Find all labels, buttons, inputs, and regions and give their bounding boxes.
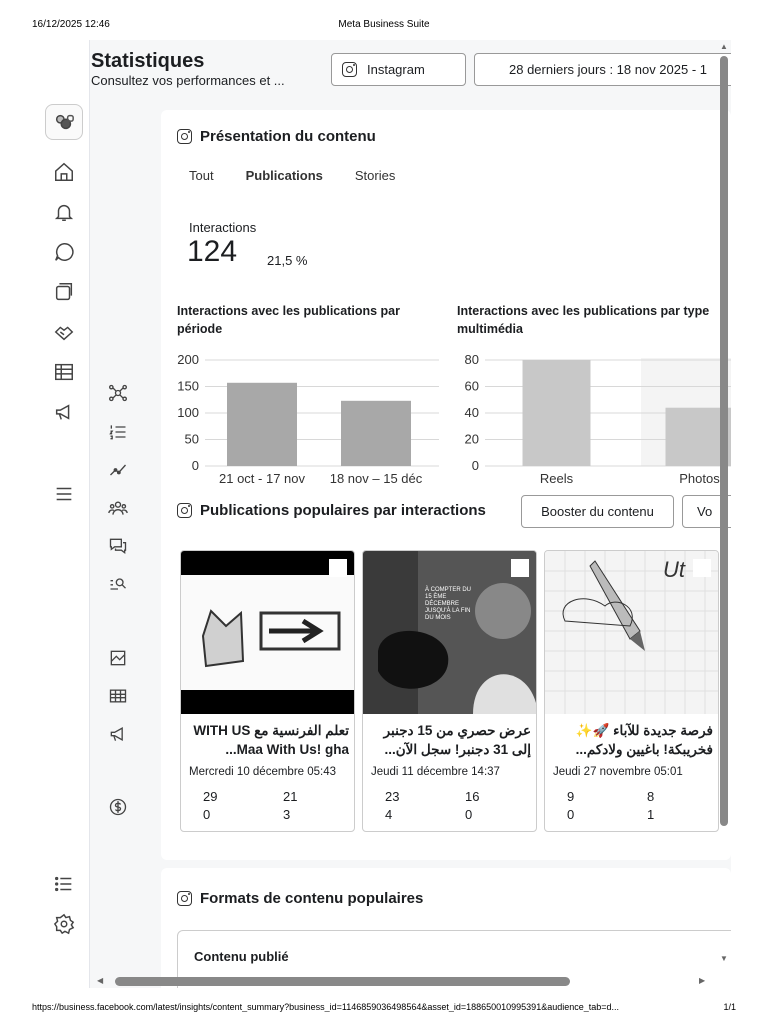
post-thumb-text: À COMPTER DU 15 ÈME DÉCEMBRE JUSQU'À LA FIN DU MOIS xyxy=(425,587,472,621)
platform-select-button[interactable] xyxy=(331,53,466,86)
print-datetime: 16/12/2025 12:46 xyxy=(32,19,110,30)
post-metric: 0 xyxy=(567,807,575,822)
list-icon[interactable] xyxy=(50,870,78,898)
insights-subnav xyxy=(91,40,145,988)
kpi-change: 21,5 % xyxy=(267,253,308,268)
chart-period-title: Interactions avec les publications par période xyxy=(177,304,400,336)
tab-stories[interactable]: Stories xyxy=(354,168,396,183)
post-caption: فرصة جديدة للآباء 🚀✨ فخريبكة! باغيين ولادكم... xyxy=(575,723,713,757)
instagram-icon xyxy=(177,129,192,144)
bell-icon[interactable] xyxy=(50,198,78,226)
page-title: Statistiques xyxy=(91,50,205,72)
handshake-icon[interactable] xyxy=(50,318,78,346)
x-tick-label: 21 oct - 17 nov xyxy=(219,471,305,486)
tab-publications[interactable]: Publications xyxy=(245,168,323,183)
post-date: Mercredi 10 décembre 05:43 xyxy=(189,766,337,778)
scroll-up-icon[interactable]: ▲ xyxy=(720,42,728,51)
trend-icon[interactable] xyxy=(104,456,132,484)
post-metric: 8 xyxy=(647,789,655,804)
post-metric: 23 xyxy=(385,789,400,804)
network-icon[interactable] xyxy=(104,379,132,407)
post-thumb-text: Ut xyxy=(663,557,685,582)
kpi-label: Interactions xyxy=(189,220,257,235)
print-footer xyxy=(0,994,768,1024)
scroll-left-icon[interactable]: ◀ xyxy=(97,976,104,985)
date-range-label: 28 derniers jours : 18 nov 2025 - 1 xyxy=(509,62,708,77)
y-tick-label: 20 xyxy=(464,431,479,447)
date-range-button[interactable] xyxy=(474,53,731,86)
app-window xyxy=(37,40,731,988)
vertical-scrollbar[interactable] xyxy=(718,42,730,972)
chat-icon[interactable] xyxy=(50,238,78,266)
print-window-title: Meta Business Suite xyxy=(338,19,430,30)
megaphone-icon[interactable] xyxy=(50,398,78,426)
y-tick-label: 150 xyxy=(177,378,199,394)
home-icon[interactable] xyxy=(50,158,78,186)
post-caption: عرض حصري من 15 دجنبر إلى 31 دجنبر! سجل الآن... xyxy=(383,723,531,757)
ads-megaphone-icon[interactable] xyxy=(104,720,132,748)
left-rail xyxy=(37,40,90,988)
page-subtitle: Consultez vos performances et ... xyxy=(91,73,285,88)
monetization-icon[interactable] xyxy=(104,793,132,821)
comments-icon[interactable] xyxy=(104,532,132,560)
scroll-right-icon[interactable]: ▶ xyxy=(699,976,706,985)
y-tick-label: 0 xyxy=(471,458,479,473)
content-overview-heading xyxy=(177,128,376,145)
y-tick-label: 100 xyxy=(177,405,199,420)
formats-card xyxy=(161,868,731,988)
post-metric: 16 xyxy=(465,789,480,804)
y-tick-label: 80 xyxy=(464,352,479,367)
tab-all[interactable]: Tout xyxy=(189,168,214,183)
print-url: https://business.facebook.com/latest/insights/content_summary?business_id=1146859036498564&asset_id=188650010995391&audience_tab=d... xyxy=(32,1002,620,1012)
post-metric: 29 xyxy=(203,789,218,804)
menu-icon[interactable] xyxy=(50,480,78,508)
x-tick-label: 18 nov – 15 déc xyxy=(329,471,423,486)
horizontal-scrollbar[interactable] xyxy=(95,974,711,988)
post-date: Jeudi 27 novembre 05:01 xyxy=(553,766,683,778)
print-header xyxy=(0,0,768,40)
content-overview-card xyxy=(161,110,731,860)
y-tick-label: 50 xyxy=(184,431,199,447)
y-tick-label: 40 xyxy=(464,405,479,420)
see-more-button[interactable]: Vo xyxy=(682,495,731,528)
post-metric: 21 xyxy=(283,789,298,804)
bar xyxy=(227,383,297,466)
formats-box-label: Contenu publié xyxy=(194,949,289,964)
vertical-scroll-thumb[interactable] xyxy=(720,56,728,826)
page-header xyxy=(91,40,731,100)
bar xyxy=(523,360,591,466)
y-tick-label: 60 xyxy=(464,378,479,394)
instagram-icon xyxy=(177,891,192,906)
meta-accounts-icon xyxy=(53,111,75,133)
bar xyxy=(341,401,411,466)
table-icon[interactable] xyxy=(50,358,78,386)
x-tick-label: Reels xyxy=(539,471,574,486)
broken-image-icon[interactable] xyxy=(104,644,132,672)
posts-icon[interactable] xyxy=(50,278,78,306)
formats-heading xyxy=(177,890,423,907)
post-metric: 1 xyxy=(647,807,655,822)
numbered-list-icon[interactable] xyxy=(104,418,132,446)
table-grid-icon[interactable] xyxy=(104,682,132,710)
x-tick-label: Photos xyxy=(679,471,720,486)
content-tabs xyxy=(189,168,427,183)
print-page-number: 1/1 xyxy=(723,1002,736,1012)
post-metric: 0 xyxy=(203,807,211,822)
content-overview-title: Présentation du contenu xyxy=(200,128,376,145)
post-thumbnail xyxy=(545,551,719,714)
formats-title: Formats de contenu populaires xyxy=(200,890,424,907)
settings-gear-icon[interactable] xyxy=(50,910,78,938)
post-thumbnail xyxy=(181,551,355,714)
chart-media xyxy=(451,348,731,490)
post-caption: تعلم الفرنسية مع WITH US Maa With Us! gha... xyxy=(193,723,349,757)
horizontal-scroll-thumb[interactable] xyxy=(115,977,570,986)
kpi-value: 124 xyxy=(187,235,238,268)
y-tick-label: 200 xyxy=(177,352,199,367)
scroll-down-icon[interactable]: ▼ xyxy=(720,954,728,963)
platform-label: Instagram xyxy=(367,62,425,77)
popular-posts-title: Publications populaires par interactions xyxy=(200,502,486,519)
chart-media-title: Interactions avec les publications par type multimédia xyxy=(457,304,710,336)
account-avatar[interactable] xyxy=(45,104,83,140)
popular-posts-heading xyxy=(177,502,486,519)
post-card[interactable] xyxy=(362,550,537,832)
chart-period xyxy=(171,348,443,490)
post-metric: 0 xyxy=(465,807,473,822)
search-list-icon[interactable] xyxy=(104,570,132,598)
instagram-icon xyxy=(342,62,357,77)
post-thumbnail xyxy=(363,551,537,714)
post-card[interactable] xyxy=(544,550,719,832)
y-tick-label: 0 xyxy=(191,458,199,473)
post-metric: 3 xyxy=(283,807,291,822)
boost-content-button[interactable]: Booster du contenu xyxy=(521,495,674,528)
instagram-icon xyxy=(177,503,192,518)
audience-icon[interactable] xyxy=(104,494,132,522)
post-metric: 4 xyxy=(385,807,393,822)
post-card[interactable] xyxy=(180,550,355,832)
post-metric: 9 xyxy=(567,789,575,804)
post-date: Jeudi 11 décembre 14:37 xyxy=(371,766,500,778)
